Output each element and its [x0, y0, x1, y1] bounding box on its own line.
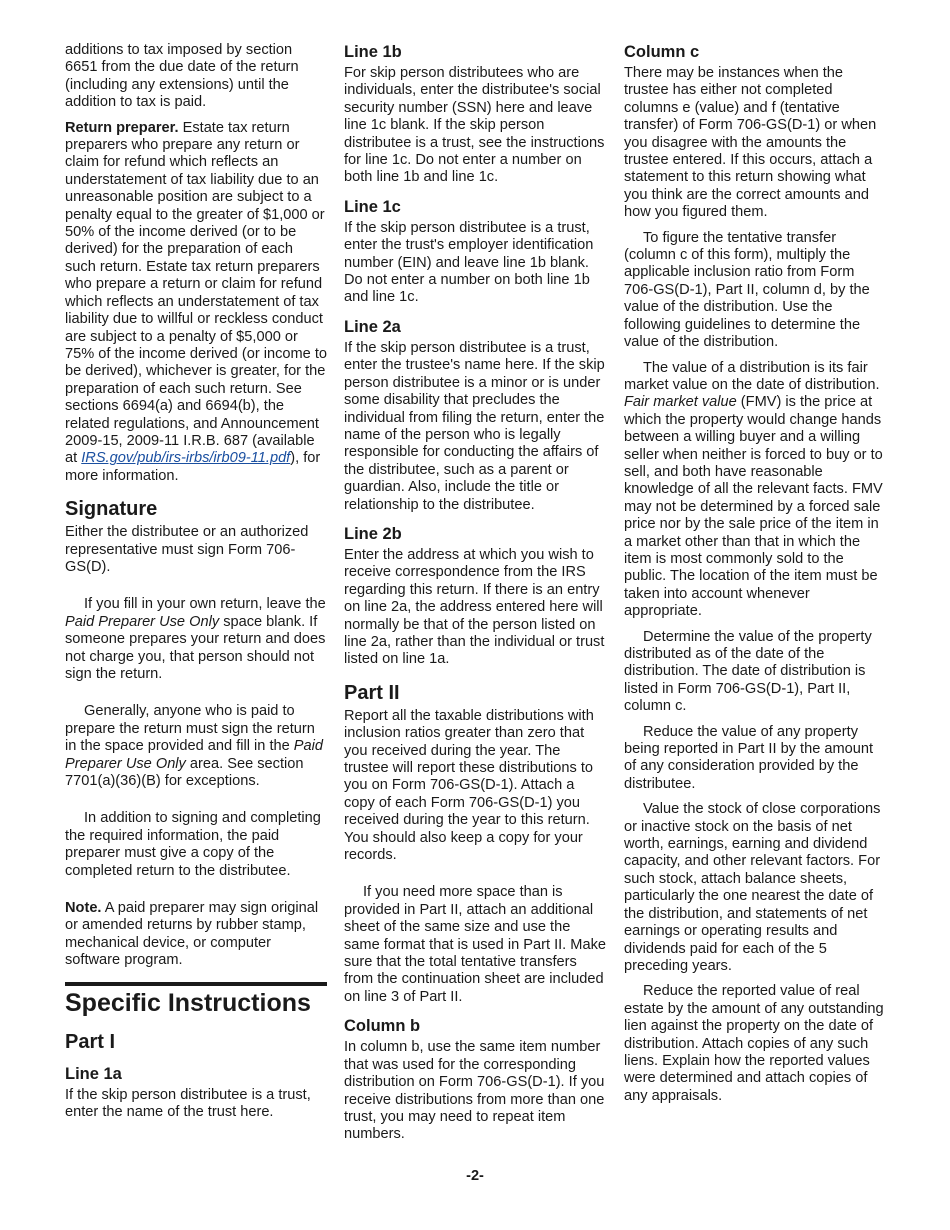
subheading-column-c: Column c [624, 43, 700, 61]
paragraph: If the skip person distributee is a trust, enter the trustee's name here. If the skip person distributee is a minor or is under some disability that precludes the individual from filing the return, enter the name of the person who is legally responsible for conducting the affairs of the distributee, such as a parent or guardian. Also, include the title or relationship to the distributee. [344, 339, 605, 513]
paragraph: In column b, use the same item number that was used for the corresponding distribution on Form 706-GS(D-1). If you receive distributions from more than one trust, you may need to repeat item numbers. [344, 1039, 605, 1143]
page-number: -2- [466, 1168, 484, 1184]
paragraph: Report all the taxable distributions with inclusion ratios greater than zero that you received during the year. The trustee will report these distributions to you on Form 706-GS(D-1). Attach a copy of each Form 706-GS(D-1) you received during the year to this return. You should also keep a copy for your records. [344, 707, 594, 864]
section-heading-specific-instructions: Specific Instructions [65, 982, 327, 1018]
paragraph: Determine the value of the property distributed as of the date of the distribution. The date of distribution is listed in Form 706-GS(D-1), Part II, column c. [624, 628, 872, 715]
run-in-heading: Note. [65, 900, 102, 917]
paragraph: Enter the address at which you wish to receive correspondence from the IRS regarding this return. If there is an entry on line 2a, the address entered here will normally be that of the person listed on line 2a, rather than the individual or trust listed on line 1a. [344, 546, 605, 668]
paragraph-text: A paid preparer may sign original or amended returns by rubber stamp, mechanical device, or computer software program. [65, 900, 319, 969]
paragraph: additions to tax imposed by section 6651 from the due date of the return (including any extensions) until the addition to tax is paid. [65, 42, 299, 111]
italic-term: Paid Preparer Use Only [65, 738, 324, 772]
paragraph [65, 596, 327, 683]
paragraph: In addition to signing and completing the required information, the paid preparer must give a copy of the completed return to the distributee. [65, 810, 321, 879]
column-3 [624, 42, 886, 1113]
section-heading-signature: Signature [65, 498, 158, 521]
subheading-column-b: Column b [344, 1017, 421, 1036]
paragraph: For skip person distributees who are individuals, enter the distributee's social security number (SSN) here and leave line 1c blank. If the skip person distributee is a trust, see the instructions for line 1c. Do not enter a number on both line 1b and line 1c. [344, 65, 605, 186]
paragraph: Reduce the reported value of real estate by the amount of any outstanding lien against the property on the date of distribution. Attach copies of any such liens. Explain how the reported values were determined and attach copies of any appraisals. [624, 983, 884, 1104]
section-heading-part-2: Part II [344, 681, 400, 704]
column-2 [344, 42, 606, 1152]
section-heading-part-1: Part I [65, 1030, 116, 1053]
subheading-line-2b: Line 2b [344, 524, 402, 543]
subheading-line-1c: Line 1c [344, 197, 401, 216]
paragraph: If you need more space than is provided in Part II, attach an additional sheet of the same size and use the same format that is used in Part II. Make sure that the total tentative transfers from the continuation sheet are included on line 3 of Part II. [344, 884, 606, 1005]
note-paragraph [65, 900, 327, 970]
subheading-line-2a: Line 2a [344, 317, 401, 336]
paragraph-text: The value of a distribution is its fair market value on the date of distribution. [624, 359, 880, 393]
paragraph: Either the distributee or an authorized representative must sign Form 706-GS(D). [65, 524, 309, 575]
paragraph [65, 703, 327, 790]
italic-term: Fair market value [624, 394, 737, 411]
paragraph: Reduce the value of any property being reported in Part II by the amount of any consideration provided by the distributee. [624, 723, 874, 792]
return-preparer-paragraph [65, 120, 327, 486]
paragraph [624, 360, 886, 621]
column-1 [65, 42, 327, 1130]
paragraph-text: If you fill in your own return, leave the [84, 596, 326, 613]
subheading-line-1b: Line 1b [344, 43, 402, 61]
irs-link[interactable]: IRS.gov/pub/irs-irbs/irb09-11.pdf [81, 450, 291, 467]
subheading-line-1a: Line 1a [65, 1064, 122, 1083]
paragraph-text: space blank. If someone prepares your return and does not charge you, that person should not sign the return. [65, 613, 326, 682]
paragraph-text: (FMV) is the price at which the property would change hands between a willing buyer and a willing seller when neither is forced to buy or to sell, and both have reasonable knowledge of all the relevant facts. FMV may not be determined by a forced sale price nor by the sale price of the item in a market other than that in which the item is most commonly sold to the public. The location of the item must be taken into account whenever appropriate. [624, 394, 883, 620]
italic-term: Paid Preparer Use Only [65, 613, 220, 630]
paragraph: Value the stock of close corporations or inactive stock on the basis of net worth, earnings, earning and dividend capacity, and other relevant factors. For such stock, attach balance sheets, particularly the one nearest the date of the distribution, and statements of net earnings or operating results and dividends paid for each of the 5 preceding years. [624, 801, 881, 974]
paragraph-text: area. See section 7701(a)(36)(B) for exceptions. [65, 755, 304, 790]
paragraph: If the skip person distributee is a trust, enter the name of the trust here. [65, 1086, 311, 1121]
paragraph: There may be instances when the trustee has either not completed columns e (value) and f (tentative transfer) of Form 706-GS(D-1) or when you disagree with the amounts the trustee entered. If this occurs, attach a statement to this return showing what you think are the correct amounts and how you figured them. [624, 65, 877, 221]
paragraph-text: ), for more information. [65, 450, 321, 484]
paragraph: If the skip person distributee is a trust, enter the trust's employer identification number (EIN) and leave line 1b blank. Do not enter a number on both line 1b and line 1c. [344, 219, 594, 306]
paragraph-text: Estate tax return preparers who prepare any return or claim for refund which reflects an understatement of tax liability due to an unreasonable position are subject to a penalty equal to the greater of $1,000 or 50% of the income derived (or to be derived) for the preparation of each such return. Estate tax return preparers who prepare a return or claim for refund which reflects an understatement of tax liability due to willful or reckless conduct are subject to a penalty of $5,000 or 75% of the income derived (or income to be derived), whichever is greater, for the preparation of each such return. See sections 6694(a) and 6694(b), the related regulations, and Announcement 2009-15, 2009-11 I.R.B. 687 (available at [65, 119, 328, 467]
paragraph-text: Generally, anyone who is paid to prepare the return must sign the return in the space provided and fill in the [65, 703, 315, 755]
paragraph: To figure the tentative transfer (column c of this form), multiply the applicable inclusion ratio from Form 706-GS(D-1), Part II, column d, by the value of the distribution. Use the following guidelines to determine the value of the distribution. [624, 229, 870, 351]
run-in-heading: Return preparer. [65, 119, 179, 136]
